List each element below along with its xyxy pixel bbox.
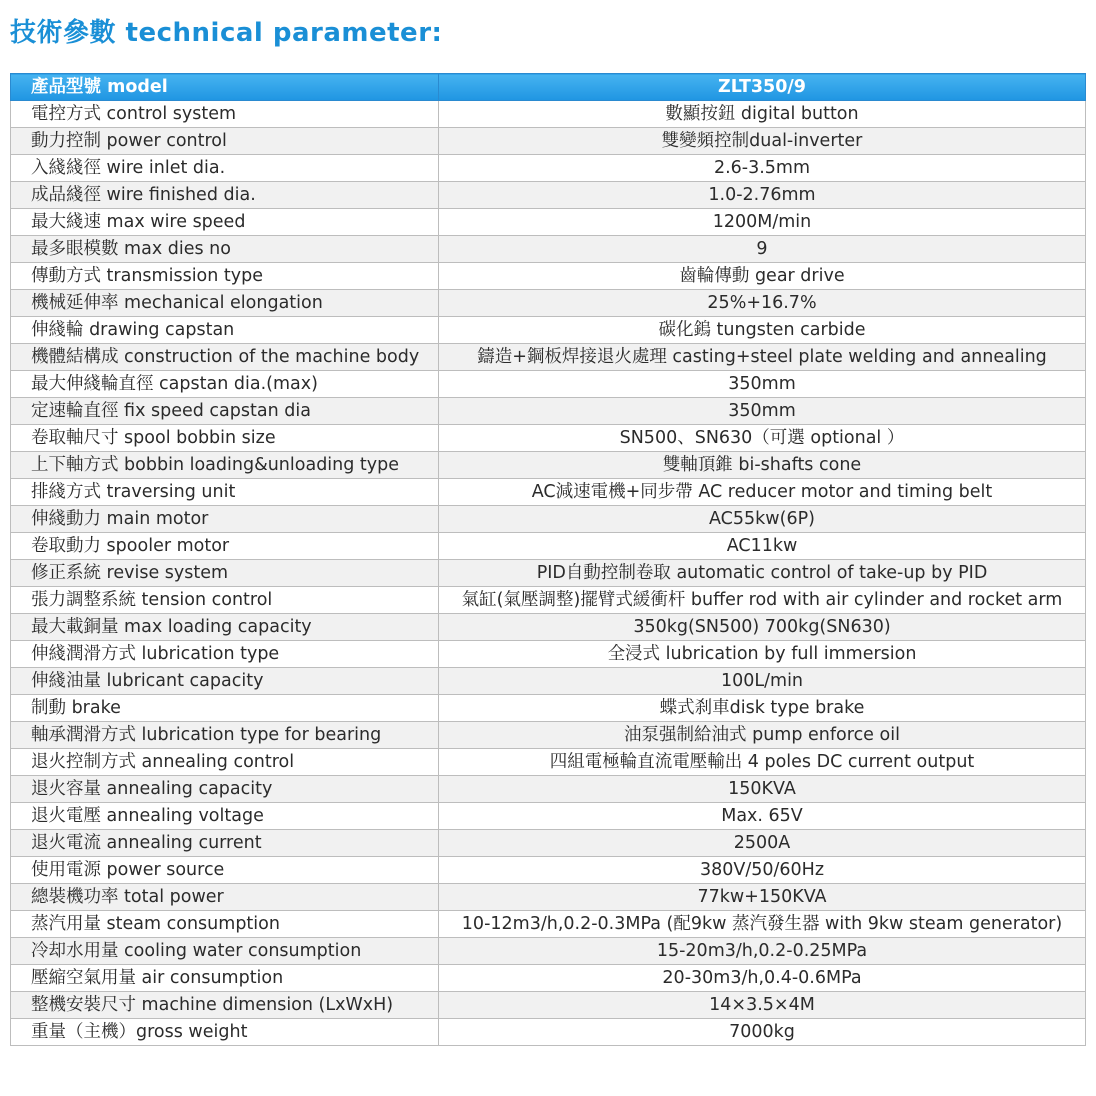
table-row <box>11 668 1086 695</box>
param-value: 350mm <box>439 371 1086 398</box>
param-label: 定速輪直徑 fix speed capstan dia <box>11 398 439 425</box>
table-row <box>11 533 1086 560</box>
param-value: 25%+16.7% <box>439 290 1086 317</box>
param-value: 20-30m3/h,0.4-0.6MPa <box>439 965 1086 992</box>
param-value: 15-20m3/h,0.2-0.25MPa <box>439 938 1086 965</box>
table-row <box>11 911 1086 938</box>
table-row <box>11 398 1086 425</box>
spec-table-body <box>11 101 1086 1046</box>
param-label: 整機安裝尺寸 machine dimension (LxWxH) <box>11 992 439 1019</box>
param-label: 張力調整系統 tension control <box>11 587 439 614</box>
param-label: 蒸汽用量 steam consumption <box>11 911 439 938</box>
param-value: Max. 65V <box>439 803 1086 830</box>
table-row <box>11 857 1086 884</box>
param-value: AC55kw(6P) <box>439 506 1086 533</box>
table-row <box>11 182 1086 209</box>
param-label: 排綫方式 traversing unit <box>11 479 439 506</box>
table-row <box>11 830 1086 857</box>
param-value: 四組電極輪直流電壓輸出 4 poles DC current output <box>439 749 1086 776</box>
table-row <box>11 344 1086 371</box>
param-value: 350kg(SN500) 700kg(SN630) <box>439 614 1086 641</box>
param-value: 2500A <box>439 830 1086 857</box>
param-value: 7000kg <box>439 1019 1086 1046</box>
table-row <box>11 479 1086 506</box>
table-row <box>11 938 1086 965</box>
param-label: 電控方式 control system <box>11 101 439 128</box>
table-row <box>11 209 1086 236</box>
table-row <box>11 425 1086 452</box>
table-row <box>11 587 1086 614</box>
param-value: 150KVA <box>439 776 1086 803</box>
table-row <box>11 506 1086 533</box>
table-row <box>11 965 1086 992</box>
param-value: 14×3.5×4M <box>439 992 1086 1019</box>
param-value: 雙變頻控制dual-inverter <box>439 128 1086 155</box>
param-label: 入綫綫徑 wire inlet dia. <box>11 155 439 182</box>
param-value: AC11kw <box>439 533 1086 560</box>
table-row <box>11 128 1086 155</box>
table-row <box>11 263 1086 290</box>
table-row <box>11 560 1086 587</box>
param-label: 修正系統 revise system <box>11 560 439 587</box>
table-row <box>11 776 1086 803</box>
param-label: 成品綫徑 wire finished dia. <box>11 182 439 209</box>
param-value: 100L/min <box>439 668 1086 695</box>
param-value: 雙軸頂錐 bi-shafts cone <box>439 452 1086 479</box>
table-row <box>11 641 1086 668</box>
param-label: 最大載銅量 max loading capacity <box>11 614 439 641</box>
param-label: 制動 brake <box>11 695 439 722</box>
spec-table <box>10 73 1086 1046</box>
param-label: 退火電壓 annealing voltage <box>11 803 439 830</box>
param-label: 動力控制 power control <box>11 128 439 155</box>
param-label: 機械延伸率 mechanical elongation <box>11 290 439 317</box>
table-row <box>11 290 1086 317</box>
table-row <box>11 992 1086 1019</box>
param-label: 最大伸綫輪直徑 capstan dia.(max) <box>11 371 439 398</box>
param-label: 退火容量 annealing capacity <box>11 776 439 803</box>
param-label: 伸綫動力 main motor <box>11 506 439 533</box>
param-label: 卷取動力 spooler motor <box>11 533 439 560</box>
param-value: 10-12m3/h,0.2-0.3MPa (配9kw 蒸汽發生器 with 9kw steam generator) <box>439 911 1086 938</box>
param-label: 重量（主機）gross weight <box>11 1019 439 1046</box>
table-row <box>11 236 1086 263</box>
table-row <box>11 803 1086 830</box>
param-label: 機體結構成 construction of the machine body <box>11 344 439 371</box>
param-label: 卷取軸尺寸 spool bobbin size <box>11 425 439 452</box>
param-value: 齒輪傳動 gear drive <box>439 263 1086 290</box>
param-label: 伸綫輪 drawing capstan <box>11 317 439 344</box>
table-row <box>11 749 1086 776</box>
param-value: 全浸式 lubrication by full immersion <box>439 641 1086 668</box>
table-row <box>11 101 1086 128</box>
table-row <box>11 722 1086 749</box>
param-label: 上下軸方式 bobbin loading&unloading type <box>11 452 439 479</box>
page-title: 技術參數 technical parameter: <box>10 18 443 48</box>
param-value: 1.0-2.76mm <box>439 182 1086 209</box>
table-header-row <box>11 74 1086 101</box>
param-value: 9 <box>439 236 1086 263</box>
param-value: 380V/50/60Hz <box>439 857 1086 884</box>
param-label: 冷却水用量 cooling water consumption <box>11 938 439 965</box>
param-label: 最多眼模數 max dies no <box>11 236 439 263</box>
table-row <box>11 614 1086 641</box>
param-label: 伸綫潤滑方式 lubrication type <box>11 641 439 668</box>
param-value: PID自動控制卷取 automatic control of take-up by PID <box>439 560 1086 587</box>
param-value: 鑄造+鋼板焊接退火處理 casting+steel plate welding and annealing <box>439 344 1086 371</box>
param-label: 軸承潤滑方式 lubrication type for bearing <box>11 722 439 749</box>
table-row <box>11 1019 1086 1046</box>
param-value: 1200M/min <box>439 209 1086 236</box>
param-label: 使用電源 power source <box>11 857 439 884</box>
param-value: 油泵强制給油式 pump enforce oil <box>439 722 1086 749</box>
param-value: 2.6-3.5mm <box>439 155 1086 182</box>
header-label: 產品型號 model <box>11 74 439 101</box>
param-value: 氣缸(氣壓調整)擺臂式緩衝杆 buffer rod with air cylinder and rocket arm <box>439 587 1086 614</box>
param-value: 碳化鎢 tungsten carbide <box>439 317 1086 344</box>
param-value: 數顯按鈕 digital button <box>439 101 1086 128</box>
param-label: 退火電流 annealing current <box>11 830 439 857</box>
param-value: 350mm <box>439 398 1086 425</box>
table-row <box>11 695 1086 722</box>
table-row <box>11 452 1086 479</box>
param-label: 伸綫油量 lubricant capacity <box>11 668 439 695</box>
param-value: 蝶式刹車disk type brake <box>439 695 1086 722</box>
table-row <box>11 317 1086 344</box>
header-value: ZLT350/9 <box>439 74 1086 101</box>
param-label: 退火控制方式 annealing control <box>11 749 439 776</box>
table-row <box>11 371 1086 398</box>
param-value: SN500、SN630（可選 optional ） <box>439 425 1086 452</box>
param-value: 77kw+150KVA <box>439 884 1086 911</box>
table-row <box>11 884 1086 911</box>
table-row <box>11 155 1086 182</box>
param-value: AC減速電機+同步帶 AC reducer motor and timing belt <box>439 479 1086 506</box>
param-label: 最大綫速 max wire speed <box>11 209 439 236</box>
param-label: 總裝機功率 total power <box>11 884 439 911</box>
param-label: 壓縮空氣用量 air consumption <box>11 965 439 992</box>
param-label: 傳動方式 transmission type <box>11 263 439 290</box>
